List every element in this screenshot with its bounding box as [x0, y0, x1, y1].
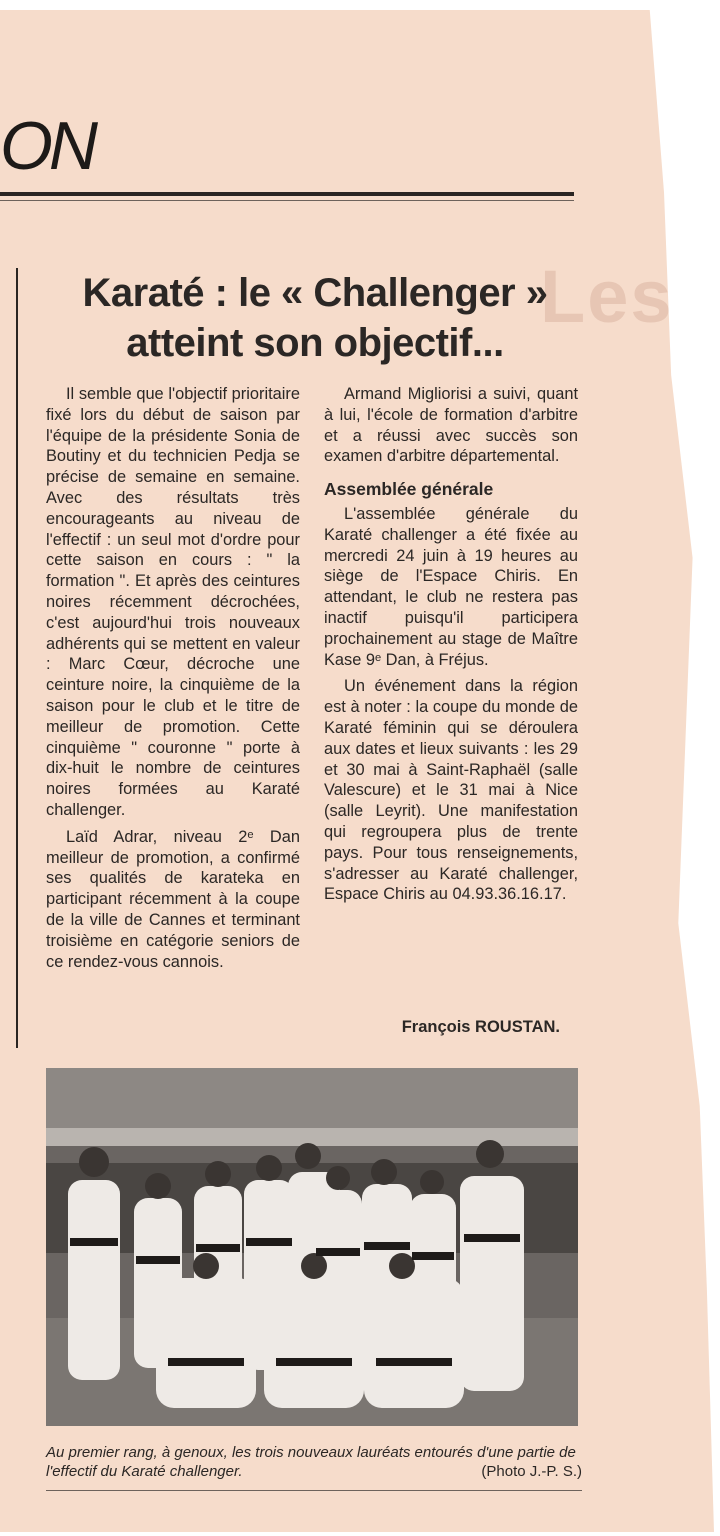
bottom-rule	[46, 1490, 582, 1491]
headline-line-2: atteint son objectif...	[126, 321, 504, 365]
paragraph: Laïd Adrar, niveau 2ᵉ Dan meilleur de promotion, a confirmé ses qualités de karateka en participant récemment à la coupe de la ville de Cannes et terminant troisième en catégorie seniors de ce rendez-vous cannois.	[46, 827, 300, 971]
article-column-left	[46, 384, 300, 978]
author-signature: François ROUSTAN.	[401, 1018, 560, 1036]
headline	[60, 268, 570, 368]
team-photo	[46, 1068, 578, 1426]
photo-credit: (Photo J.-P. S.)	[481, 1463, 582, 1480]
caption-text: Au premier rang, à genoux, les trois nouveaux lauréats entourés d'une partie de l'effectif du Karaté challenger.	[46, 1444, 576, 1480]
paragraph: Il semble que l'objectif prioritaire fixé lors du début de saison par l'équipe de la présidente Sonia de Boutiny et du technicien Pedja se précise de semaine en semaine. Avec des résultats très encourageants au niveau de l'effectif : un seul mot d'ordre pour cette saison en cours : " la formation ". Et après des ceintures noires récemment décrochées, c'est aujourd'hui trois nouveaux adhérents qui se mettent en valeur : Marc Cœur, décroche une ceinture noire, la cinquième de la saison pour le club et le titre de meilleur de promotion. Cette cinquième " couronne " porte à dix-huit le nombre de ceintures noires formées au Karaté challenger.	[46, 385, 300, 819]
headline-line-1: Karaté : le « Challenger »	[82, 271, 548, 315]
paragraph: L'assemblée générale du Karaté challenger a été fixée au mercredi 24 juin à 19 heures au siège de l'Espace Chiris. En attendant, le club ne restera pas inactif puisqu'il participera prochainement au stage de Maître Kase 9ᵉ Dan, à Fréjus.	[324, 504, 578, 669]
bleed-through-text: Les	[540, 260, 674, 334]
paragraph: Armand Migliorisi a suivi, quant à lui, l'école de formation d'arbitre et a réussi avec succès son examen d'arbitre départemental.	[324, 385, 578, 466]
top-rule	[0, 192, 574, 196]
paragraph: Un événement dans la région est à noter : la coupe du monde de Karaté féminin qui se déroulera aux dates et lieux suivants : les 29 et 30 mai à Saint-Raphaël (salle Valescure) et le 31 mai à Nice (salle Leyrit). Une manifestation qui regroupera plus de trente pays. Pour tous renseignements, s'adresser au Karaté challenger, Espace Chiris au 04.93.36.16.17.	[324, 677, 578, 904]
subheading: Assemblée générale	[324, 479, 494, 500]
top-rule-thin	[0, 200, 574, 201]
article-column-right	[324, 384, 578, 911]
section-heading-fragment: ON	[0, 108, 94, 184]
photo-caption	[46, 1443, 582, 1481]
left-column-border	[16, 268, 18, 1048]
team-photo-illustration	[46, 1068, 578, 1426]
